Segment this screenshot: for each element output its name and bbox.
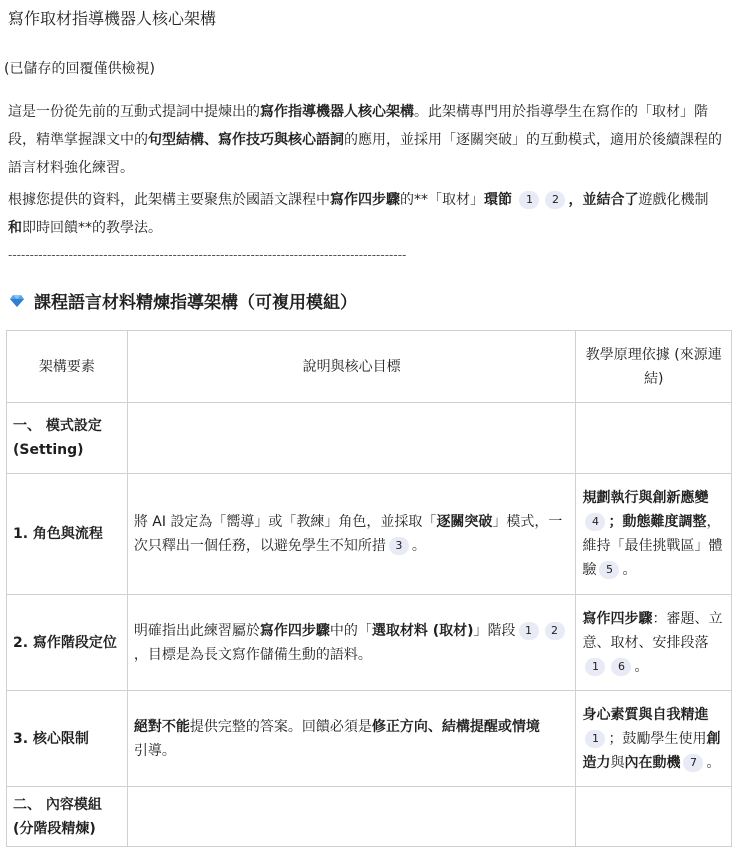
- column-header: 說明與核心目標: [127, 331, 576, 403]
- basis-paragraph: [8, 186, 728, 242]
- text: ：審題、立意、取材、安排段落: [582, 610, 723, 651]
- text: 引導。: [133, 742, 176, 759]
- page-title: 寫作取材指導機器人核心架構: [8, 9, 217, 28]
- row-label: 1. 角色與流程: [7, 474, 128, 595]
- text: 。: [622, 562, 637, 578]
- text: 中的「: [329, 622, 372, 639]
- text: 」階段: [473, 622, 516, 639]
- section-label: 一、 模式設定 (Setting): [7, 403, 128, 474]
- citation-chip[interactable]: 1: [585, 658, 605, 676]
- text: 。: [411, 538, 426, 554]
- table-row: [7, 595, 732, 691]
- basis-text-1: 根據您提供的資料，此架構主要聚焦於國語文課程中: [8, 192, 330, 208]
- citation-chip[interactable]: 2: [545, 191, 565, 209]
- text: 將 AI 設定為「嚮導」或「教練」角色，並採取「: [133, 514, 437, 530]
- basis-bold-1: 寫作四步驟: [330, 192, 400, 208]
- bold-text: 內在動機: [624, 754, 681, 771]
- citation-chip[interactable]: 3: [389, 537, 409, 555]
- section-heading: [10, 288, 357, 313]
- row-label: 3. 核心限制: [7, 691, 128, 787]
- description-cell: [127, 595, 576, 691]
- text: 明確指出此練習屬於: [133, 622, 260, 639]
- bold-text: 規劃執行與創新應變: [582, 490, 709, 506]
- bold-text: 寫作四步驟: [582, 610, 653, 627]
- text: 與: [610, 754, 625, 771]
- column-header: 架構要素: [7, 331, 128, 403]
- principle-cell: [576, 474, 732, 595]
- intro-text-1: 這是一份從先前的互動式提詞中提煉出的: [8, 104, 260, 120]
- framework-table: [6, 330, 732, 847]
- table-section-row: [7, 403, 732, 474]
- section-heading-text: 課程語言材料精煉指導架構（可複用模組）: [34, 293, 357, 313]
- bold-text: 修正方向、結構提醒或情境: [371, 718, 540, 735]
- citation-chip[interactable]: 1: [519, 191, 539, 209]
- description-cell: [127, 474, 576, 595]
- section-label: 二、 內容模組 (分階段精煉): [7, 787, 128, 847]
- basis-bold-2: 環節: [484, 192, 512, 208]
- basis-text-3: 遊戲化機制: [638, 192, 709, 208]
- intro-text-2: 。此架構專門用於指導學生在寫作的「取材」階段，精準掌握課文中的: [8, 104, 708, 148]
- basis-text-4: 即時回饋**的教學法。: [22, 220, 162, 236]
- principle-cell: [576, 595, 732, 691]
- bold-text: 身心素質與自我精進: [582, 706, 709, 723]
- table-cell: [576, 403, 732, 474]
- citation-chip[interactable]: 2: [545, 622, 565, 640]
- table-row: [7, 691, 732, 787]
- citation-chip[interactable]: 1: [519, 622, 539, 640]
- table-cell: [576, 787, 732, 847]
- description-cell: [127, 691, 576, 787]
- basis-bold-3: ，並結合了: [568, 192, 639, 208]
- basis-bold-4: 和: [8, 220, 22, 236]
- bold-text: 選取材料 (取材): [371, 622, 474, 639]
- citation-chip[interactable]: 6: [611, 658, 631, 676]
- intro-text-3: 的應用，並採用「逐關突破」的互動模式，適用於後續課程的語言材料強化練習。: [8, 132, 722, 176]
- divider-line: --------------------------------------------------------------------------------------------: [8, 248, 407, 262]
- text: 提供完整的答案。回饋必須是: [189, 718, 372, 735]
- column-header: 教學原理依據 (來源連結): [576, 331, 732, 403]
- bold-text: 創造力: [582, 730, 721, 771]
- table-cell: [127, 403, 576, 474]
- table-section-row: [7, 787, 732, 847]
- intro-paragraph: [8, 98, 728, 182]
- intro-bold-1: 寫作指導機器人核心架構: [260, 104, 414, 120]
- text: ，維持「最佳挑戰區」體驗: [582, 514, 723, 578]
- bold-text: 逐關突破: [436, 514, 493, 530]
- table-row: [7, 474, 732, 595]
- principle-cell: [576, 691, 732, 787]
- saved-response-note: (已儲存的回覆僅供檢視): [4, 61, 155, 77]
- citation-chip[interactable]: 4: [585, 513, 605, 531]
- table-cell: [127, 787, 576, 847]
- bold-text: 寫作四步驟: [259, 622, 330, 639]
- text: ；鼓勵學生使用: [608, 730, 707, 747]
- table-header-row: [7, 331, 732, 403]
- citation-chip[interactable]: 7: [683, 754, 703, 772]
- gem-icon: [10, 294, 24, 308]
- text: ，目標是為長文寫作儲備生動的語料。: [133, 646, 372, 663]
- row-label: 2. 寫作階段定位: [7, 595, 128, 691]
- bold-text: ；動態難度調整: [608, 514, 707, 530]
- text: 。: [634, 658, 649, 675]
- citation-chip[interactable]: 5: [599, 561, 619, 579]
- text: 」模式，一次只釋出一個任務，以避免學生不知所措: [133, 514, 563, 554]
- text: 。: [706, 754, 721, 771]
- bold-text: 絕對不能: [133, 718, 190, 735]
- basis-text-2: 的**「取材」: [400, 192, 484, 208]
- intro-bold-2: 句型結構、寫作技巧與核心語詞: [148, 132, 344, 148]
- citation-chip[interactable]: 1: [585, 730, 605, 748]
